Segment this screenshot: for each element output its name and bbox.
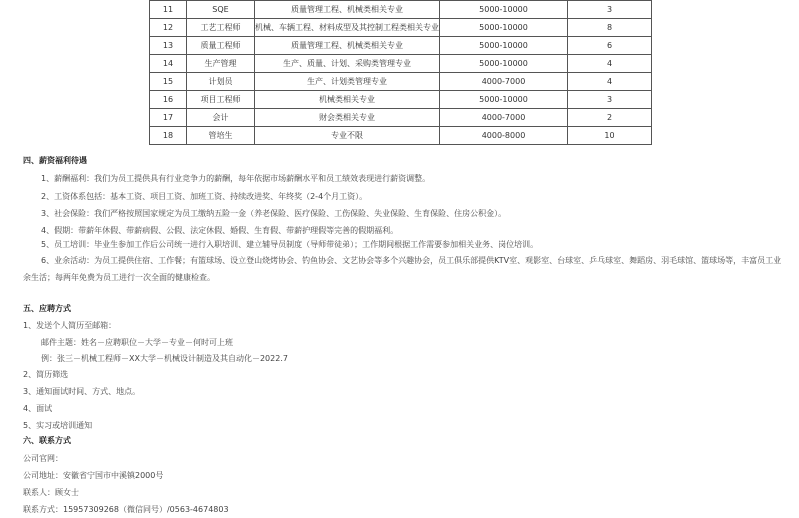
major-cell: 生产、计划类管理专业 [255,73,440,91]
table-row [150,55,652,73]
jobs-table-body [150,1,652,145]
table-row [150,1,652,19]
company-address: 公司地址：安徽省宁国市中溪镇2000号 [23,471,164,480]
major-cell: 机械、车辆工程、材料成型及其控制工程类相关专业 [255,19,440,37]
salary-cell: 5000-10000 [440,19,568,37]
major-cell: 专业不限 [255,127,440,145]
contact-phone: 联系方式：15957309268（微信同号）/0563-4674803 [23,505,229,514]
position-cell: 质量工程师 [187,37,255,55]
email-subject-example: 例：张三－机械工程师－XX大学－机械设计制造及其自动化－2022.7 [41,354,288,363]
salary-item-2: 2、工资体系包括：基本工资、项目工资、加班工资、持续改进奖、年终奖（2-4个月工资）。 [41,192,368,201]
row-number: 15 [150,73,187,91]
position-cell: 工艺工程师 [187,19,255,37]
table-row [150,37,652,55]
position-cell: 会计 [187,109,255,127]
row-number: 14 [150,55,187,73]
position-cell: SQE [187,1,255,19]
jobs-table [149,0,652,145]
major-cell: 质量管理工程、机械类相关专业 [255,1,440,19]
major-cell: 机械类相关专业 [255,91,440,109]
headcount-cell: 10 [568,127,652,145]
salary-item-1: 1、薪酬福利：我们为员工提供具有行业竞争力的薪酬，每年依据市场薪酬水平和员工绩效表现进行薪资调整。 [41,174,431,183]
salary-cell: 4000-8000 [440,127,568,145]
apply-step-2: 2、简历筛选 [23,370,69,379]
row-number: 11 [150,1,187,19]
headcount-cell: 8 [568,19,652,37]
headcount-cell: 3 [568,91,652,109]
headcount-cell: 6 [568,37,652,55]
section4-heading: 四、薪资福利待遇 [23,156,87,165]
headcount-cell: 4 [568,55,652,73]
salary-item-3: 3、社会保险：我们严格按照国家规定为员工缴纳五险一金（养老保险、医疗保险、工伤保险、失业保险、生育保险、住房公积金）。 [41,209,507,218]
table-row [150,91,652,109]
section6-heading: 六、联系方式 [23,436,71,445]
section5-heading: 五、应聘方式 [23,304,71,313]
row-number: 18 [150,127,187,145]
apply-step-3: 3、通知面试时间、方式、地点。 [23,387,141,396]
salary-item-5: 5、员工培训：毕业生参加工作后公司统一进行入职培训、建立辅导员制度（导师带徒弟）；工作期间根据工作需要参加相关业务、岗位培训。 [41,240,539,249]
table-row [150,127,652,145]
salary-cell: 4000-7000 [440,73,568,91]
major-cell: 质量管理工程、机械类相关专业 [255,37,440,55]
row-number: 17 [150,109,187,127]
salary-item-4: 4、假期：带薪年休假、带薪病假、公假、法定休假、婚假、生育假、带薪护理假等完善的假期福利。 [41,226,399,235]
position-cell: 管培生 [187,127,255,145]
major-cell: 财会类相关专业 [255,109,440,127]
table-row [150,19,652,37]
row-number: 13 [150,37,187,55]
headcount-cell: 4 [568,73,652,91]
salary-cell: 5000-10000 [440,37,568,55]
apply-step-5: 5、实习或培训通知 [23,421,93,430]
salary-cell: 4000-7000 [440,109,568,127]
apply-step-1: 1、发送个人简历至邮箱： [23,321,117,330]
headcount-cell: 2 [568,109,652,127]
salary-cell: 5000-10000 [440,1,568,19]
apply-step-4: 4、面试 [23,404,53,413]
position-cell: 计划员 [187,73,255,91]
contact-person: 联系人：顾女士 [23,488,79,497]
headcount-cell: 3 [568,1,652,19]
company-website: 公司官网： [23,454,63,463]
position-cell: 项目工程师 [187,91,255,109]
salary-item-6: 6、业余活动：为员工提供住宿、工作餐；有篮球场、设立登山烧烤协会、钓鱼协会、文艺协会等多个兴趣协会，员工俱乐部提供KTV室、观影室、台球室、乒乓球室、舞蹈房、羽毛球馆、篮球场等，丰富员工业余生活；每两年免费为员工进行一次全面的健康检查。 [23,256,782,282]
row-number: 16 [150,91,187,109]
salary-cell: 5000-10000 [440,55,568,73]
major-cell: 生产、质量、计划、采购类管理专业 [255,55,440,73]
row-number: 12 [150,19,187,37]
table-row [150,109,652,127]
email-subject-format: 邮件主题：姓名－应聘职位－大学－专业－何时可上班 [41,338,233,347]
table-row [150,73,652,91]
salary-cell: 5000-10000 [440,91,568,109]
position-cell: 生产管理 [187,55,255,73]
